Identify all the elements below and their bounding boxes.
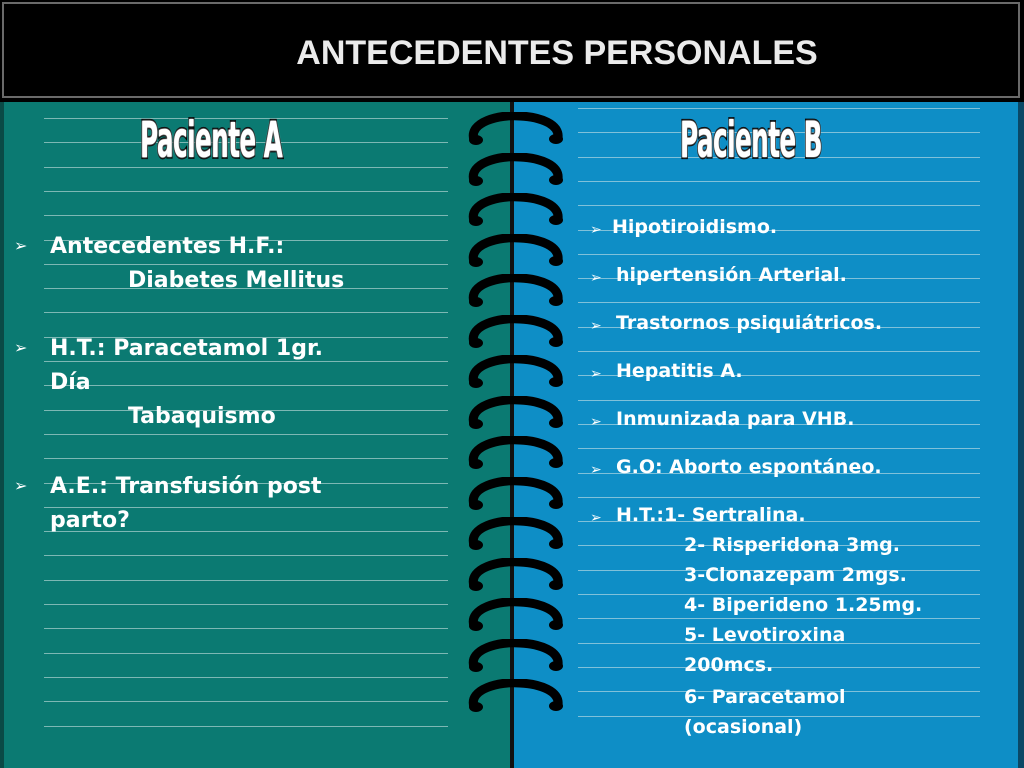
list-item: Inmunizada para VHB. (616, 408, 855, 430)
binder-ring-icon (460, 396, 570, 430)
ruled-line (578, 448, 980, 449)
item-label: Antecedentes H.F.: (50, 234, 285, 259)
right-page-edge (1018, 102, 1024, 768)
list-item: Hepatitis A. (616, 360, 743, 382)
ruled-line (44, 215, 448, 216)
binder-ring-icon (460, 315, 570, 349)
binder-ring-icon (460, 193, 570, 227)
ruled-line (578, 618, 980, 619)
medication-line: 2- Risperidona 3mg. (684, 534, 900, 556)
ruled-line (44, 191, 448, 192)
ruled-line (578, 181, 980, 182)
arrow-bullet-icon: ➢ (590, 270, 602, 286)
binder-ring-icon (460, 436, 570, 470)
arrow-bullet-icon: ➢ (14, 236, 28, 255)
medication-line: 3-Clonazepam 2mgs. (684, 564, 907, 586)
item-detail: Tabaquismo (128, 404, 276, 429)
ruled-line (44, 580, 448, 581)
binder-ring-icon (460, 517, 570, 551)
binder-ring-icon (460, 558, 570, 592)
ruled-line (578, 108, 980, 109)
arrow-bullet-icon: ➢ (14, 476, 28, 495)
ruled-line (44, 701, 448, 702)
ruled-line (44, 677, 448, 678)
ruled-line (578, 667, 980, 668)
medication-line: (ocasional) (684, 716, 803, 738)
ruled-line (44, 312, 448, 313)
binder-rings (460, 112, 570, 722)
ruled-line (44, 653, 448, 654)
binder-ring-icon (460, 153, 570, 187)
list-item (50, 230, 344, 298)
medication-line: 200mcs. (684, 654, 774, 676)
left-page-edge (0, 102, 4, 768)
binder-ring-icon (460, 477, 570, 511)
binder-ring-icon (460, 234, 570, 268)
patient-a-title: Paciente A (140, 112, 283, 170)
binder-ring-icon (460, 598, 570, 632)
header-banner (2, 2, 1020, 98)
ruled-line (578, 497, 980, 498)
ruled-line (578, 400, 980, 401)
item-label-continued: parto? (50, 508, 130, 533)
medication-line: 5- Levotiroxina (684, 624, 846, 646)
ruled-line (578, 351, 980, 352)
item-detail: Diabetes Mellitus (128, 268, 345, 293)
ruled-line (44, 458, 448, 459)
ruled-line (44, 604, 448, 605)
arrow-bullet-icon: ➢ (590, 510, 602, 526)
list-item: Trastornos psiquiátricos. (616, 312, 883, 334)
ruled-line (44, 726, 448, 727)
item-label-continued: Día (50, 370, 91, 395)
binder-ring-icon (460, 274, 570, 308)
ruled-line (578, 205, 980, 206)
arrow-bullet-icon: ➢ (14, 338, 28, 357)
list-item: hipertensión Arterial. (616, 264, 847, 286)
ruled-line (578, 254, 980, 255)
arrow-bullet-icon: ➢ (590, 462, 602, 478)
list-item: G.O: Aborto espontáneo. (616, 456, 882, 478)
binder-ring-icon (460, 639, 570, 673)
list-item: Hipotiroidismo. (612, 216, 778, 238)
arrow-bullet-icon: ➢ (590, 366, 602, 382)
medication-label: H.T.:1- Sertralina. (616, 504, 806, 526)
list-item (50, 470, 321, 538)
patient-b-title: Paciente B (680, 112, 822, 170)
arrow-bullet-icon: ➢ (590, 414, 602, 430)
ruled-line (44, 555, 448, 556)
page-title: ANTECEDENTES PERSONALES (296, 34, 818, 72)
ruled-line (578, 302, 980, 303)
binder-ring-icon (460, 679, 570, 713)
medication-line: 6- Paracetamol (684, 686, 846, 708)
medication-line: 4- Biperideno 1.25mg. (684, 594, 923, 616)
item-label: A.E.: Transfusión post (50, 474, 322, 499)
item-label: H.T.: Paracetamol 1gr. (50, 336, 324, 361)
binder-ring-icon (460, 355, 570, 389)
ruled-line (44, 628, 448, 629)
arrow-bullet-icon: ➢ (590, 222, 602, 238)
ruled-line (44, 434, 448, 435)
arrow-bullet-icon: ➢ (590, 318, 602, 334)
binder-ring-icon (460, 112, 570, 146)
list-item (50, 332, 323, 434)
